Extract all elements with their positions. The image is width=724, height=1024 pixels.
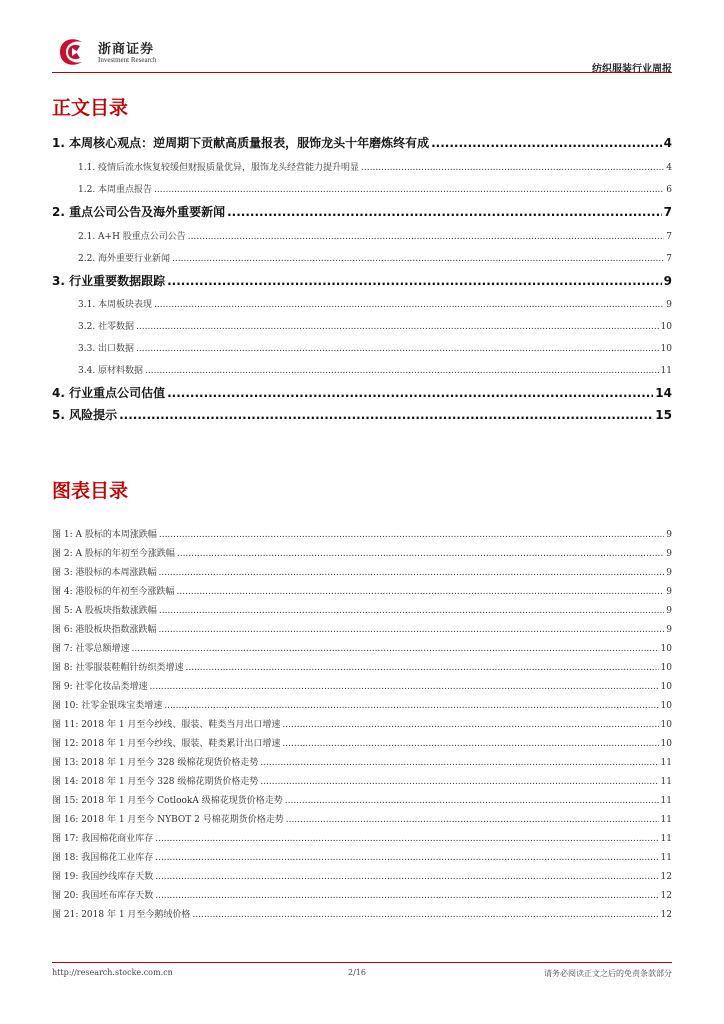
logo-english-name: Investment Research	[98, 56, 157, 64]
figure-entry[interactable]: 图 8: 社零服装鞋帽针纺织类增速 ..... 10	[52, 660, 672, 673]
footer-disclaimer: 请务必阅读正文之后的免责条款部分	[544, 969, 672, 978]
figure-entry[interactable]: 图 7: 社零总额增速 ..... 10	[52, 641, 672, 654]
figure-entry[interactable]: 图 11: 2018 年 1 月至今纱线、服装、鞋类当月出口增速 ..... 10	[52, 717, 672, 730]
toc-entry[interactable]: 2.1. A+H 股重点公司公告 ..... 7	[52, 229, 672, 242]
company-logo-icon	[52, 34, 92, 70]
figure-entry[interactable]: 图 17: 我国棉花商业库存 ..... 11	[52, 831, 672, 844]
toc-entry[interactable]: 1.2. 本周重点报告 ..... 6	[52, 182, 672, 195]
figure-entry[interactable]: 图 4: 港股标的年初至今涨跌幅 ..... 9	[52, 584, 672, 597]
figure-entry[interactable]: 图 2: A 股标的年初至今涨跌幅 ..... 9	[52, 546, 672, 559]
toc-entry[interactable]: 3.3. 出口数据 ..... 10	[52, 341, 672, 354]
figure-entry[interactable]: 图 6: 港股板块指数涨跌幅 ..... 9	[52, 622, 672, 635]
page-number: 2/16	[348, 968, 366, 977]
header-divider	[52, 72, 672, 73]
toc-entry[interactable]: 2.2. 海外重要行业新闻 ..... 7	[52, 251, 672, 264]
toc-entry[interactable]: 3.1. 本周板块表现 ..... 9	[52, 297, 672, 310]
report-type: 纺织服装行业周报	[592, 64, 672, 75]
toc-entry[interactable]: 5. 风险提示 ..... 15	[52, 406, 672, 423]
page-header	[52, 32, 672, 76]
toc-title: 正文目录	[52, 97, 129, 119]
figure-entry[interactable]: 图 12: 2018 年 1 月至今纱线、服装、鞋类累计出口增速 ..... 10	[52, 736, 672, 749]
figure-entry[interactable]: 图 5: A 股板块指数涨跌幅 ..... 9	[52, 603, 672, 616]
figure-entry[interactable]: 图 15: 2018 年 1 月至今 CotlookA 级棉花现货价格走势 ..... 11	[52, 793, 672, 806]
logo-chinese-name: 浙商证券	[98, 42, 155, 57]
figure-entry[interactable]: 图 9: 社零化妆品类增速 ..... 10	[52, 679, 672, 692]
figure-entry[interactable]: 图 10: 社零金银珠宝类增速 ..... 10	[52, 698, 672, 711]
toc-entry[interactable]: 1.1. 疫情后流水恢复较缓但财报质量优异，服饰龙头经营能力提升明显 ..... 4	[52, 160, 672, 173]
toc-entry[interactable]: 4. 行业重点公司估值 ..... 14	[52, 384, 672, 401]
toc-entry[interactable]: 3.2. 社零数据 ..... 10	[52, 319, 672, 332]
toc-entry[interactable]: 2. 重点公司公告及海外重要新闻 ..... 7	[52, 203, 672, 220]
figure-entry[interactable]: 图 18: 我国棉花工业库存 ..... 11	[52, 850, 672, 863]
figure-entry[interactable]: 图 16: 2018 年 1 月至今 NYBOT 2 号棉花期货价格走势 ..... 11	[52, 812, 672, 825]
figure-entry[interactable]: 图 1: A 股标的本周涨跌幅 ..... 9	[52, 527, 672, 540]
figure-entry[interactable]: 图 3: 港股标的本周涨跌幅 ..... 9	[52, 565, 672, 578]
footer-divider	[52, 962, 672, 963]
toc-entry[interactable]: 3.4. 原材料数据 ..... 11	[52, 363, 672, 376]
toc-entry[interactable]: 1. 本周核心观点：逆周期下贡献高质量报表，服饰龙头十年磨炼终有成 ..... 4	[52, 134, 672, 151]
figures-title: 图表目录	[52, 480, 129, 502]
figure-entry[interactable]: 图 13: 2018 年 1 月至今 328 级棉花现货价格走势 ..... 11	[52, 755, 672, 768]
figure-entry[interactable]: 图 19: 我国纱线库存天数 ..... 12	[52, 869, 672, 882]
figure-entry[interactable]: 图 21: 2018 年 1 月至今鹅绒价格 ..... 12	[52, 907, 672, 920]
toc-entry[interactable]: 3. 行业重要数据跟踪 ..... 9	[52, 272, 672, 289]
figure-entry[interactable]: 图 20: 我国坯布库存天数 ..... 12	[52, 888, 672, 901]
footer-url[interactable]: http://research.stocke.com.cn	[52, 968, 173, 977]
figure-entry[interactable]: 图 14: 2018 年 1 月至今 328 级棉花期货价格走势 ..... 11	[52, 774, 672, 787]
